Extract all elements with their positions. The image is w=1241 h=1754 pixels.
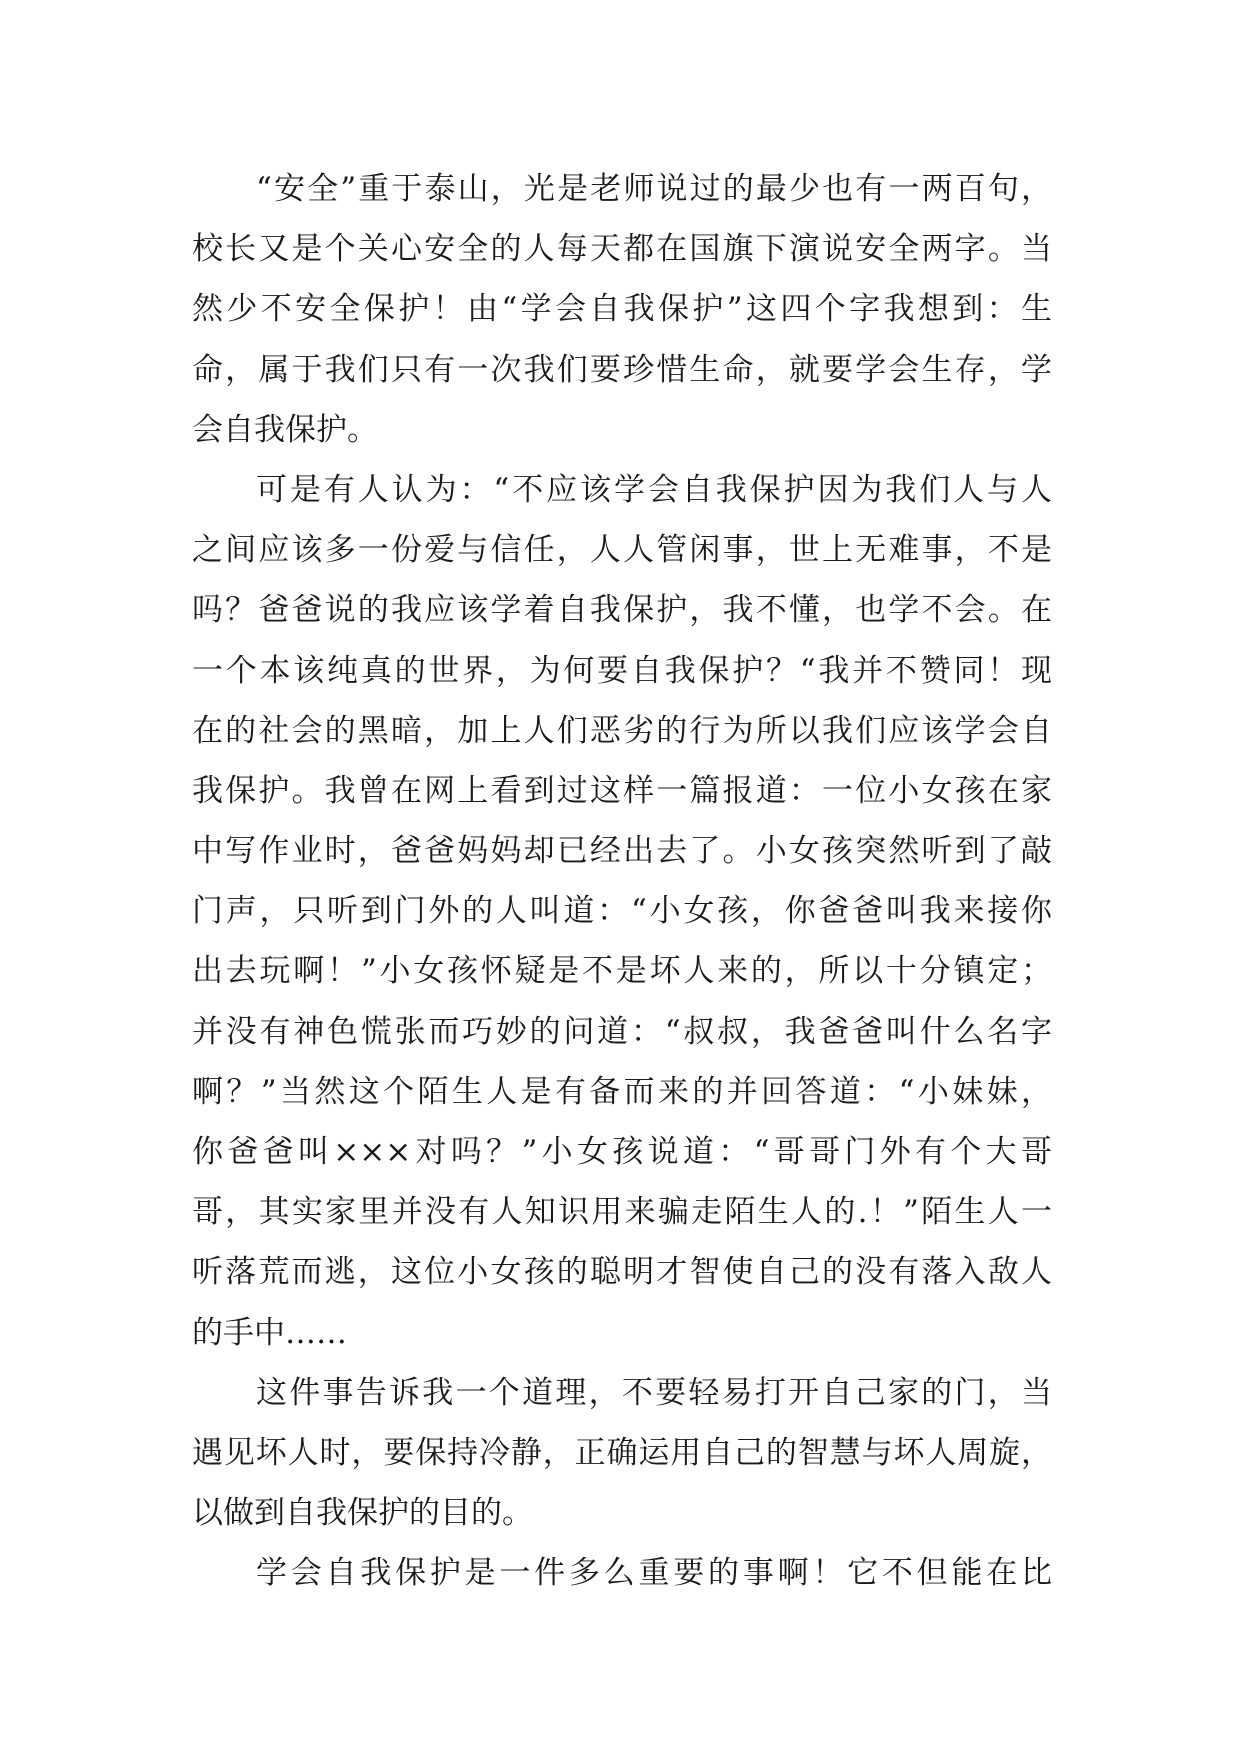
text-line: 之间应该多一份爱与信任，人人管闲事，世上无难事，不是: [192, 532, 1052, 569]
text-line: 一个本该纯真的世界，为何要自我保护？“我并不赞同！现: [192, 652, 1052, 689]
text-line: 并没有神色慌张而巧妙的问道：“叔叔，我爸爸叫什么名字: [192, 1013, 1052, 1050]
text-line: 校长又是个关心安全的人每天都在国旗下演说安全两字。当: [192, 231, 1052, 268]
text-line: 吗？爸爸说的我应该学着自我保护，我不懂，也学不会。在: [192, 592, 1052, 629]
text-line: 出去玩啊！”小女孩怀疑是不是坏人来的，所以十分镇定；: [192, 953, 1052, 990]
paragraph: [192, 1363, 1052, 1544]
text-line: 在的社会的黑暗，加上人们恶劣的行为所以我们应该学会自: [192, 712, 1052, 749]
text-line: 门声，只听到门外的人叫道：“小女孩，你爸爸叫我来接你: [192, 893, 1052, 930]
text-line: 学会自我保护是一件多么重要的事啊！它不但能在比: [256, 1555, 1052, 1592]
text-line: 啊？”当然这个陌生人是有备而来的并回答道：“小妹妹，: [192, 1073, 1052, 1110]
paragraph: [192, 460, 1052, 1363]
text-line: 命，属于我们只有一次我们要珍惜生命，就要学会生存，学: [192, 351, 1052, 388]
paragraph: [192, 159, 1052, 460]
document-body: [192, 159, 1052, 1604]
text-line: 你爸爸叫×××对吗？”小女孩说道：“哥哥门外有个大哥: [192, 1134, 1052, 1170]
text-line: 然少不安全保护！由“学会自我保护”这四个字我想到：生: [192, 291, 1052, 328]
text-line: 哥，其实家里并没有人知识用来骗走陌生人的.！”陌生人一: [192, 1194, 1052, 1231]
text-line: 这件事告诉我一个道理，不要轻易打开自己家的门，当: [256, 1374, 1052, 1411]
text-line: “安全”重于泰山，光是老师说过的最少也有一两百句，: [256, 171, 1052, 207]
text-line: 中写作业时，爸爸妈妈却已经出去了。小女孩突然听到了敲: [192, 833, 1052, 870]
text-line: 遇见坏人时，要保持冷静，正确运用自己的智慧与坏人周旋，: [192, 1434, 1052, 1471]
text-line: 可是有人认为：“不应该学会自我保护因为我们人与人: [256, 471, 1052, 508]
text-line: 我保护。我曾在网上看到过这样一篇报道：一位小女孩在家: [192, 772, 1052, 809]
text-line: 的手中……: [192, 1314, 347, 1351]
paragraph: [192, 1543, 1052, 1603]
text-line: 听落荒而逃，这位小女孩的聪明才智使自己的没有落入敌人: [192, 1254, 1052, 1291]
text-line: 以做到自我保护的目的。: [192, 1495, 533, 1532]
text-line: 会自我保护。: [192, 411, 378, 448]
